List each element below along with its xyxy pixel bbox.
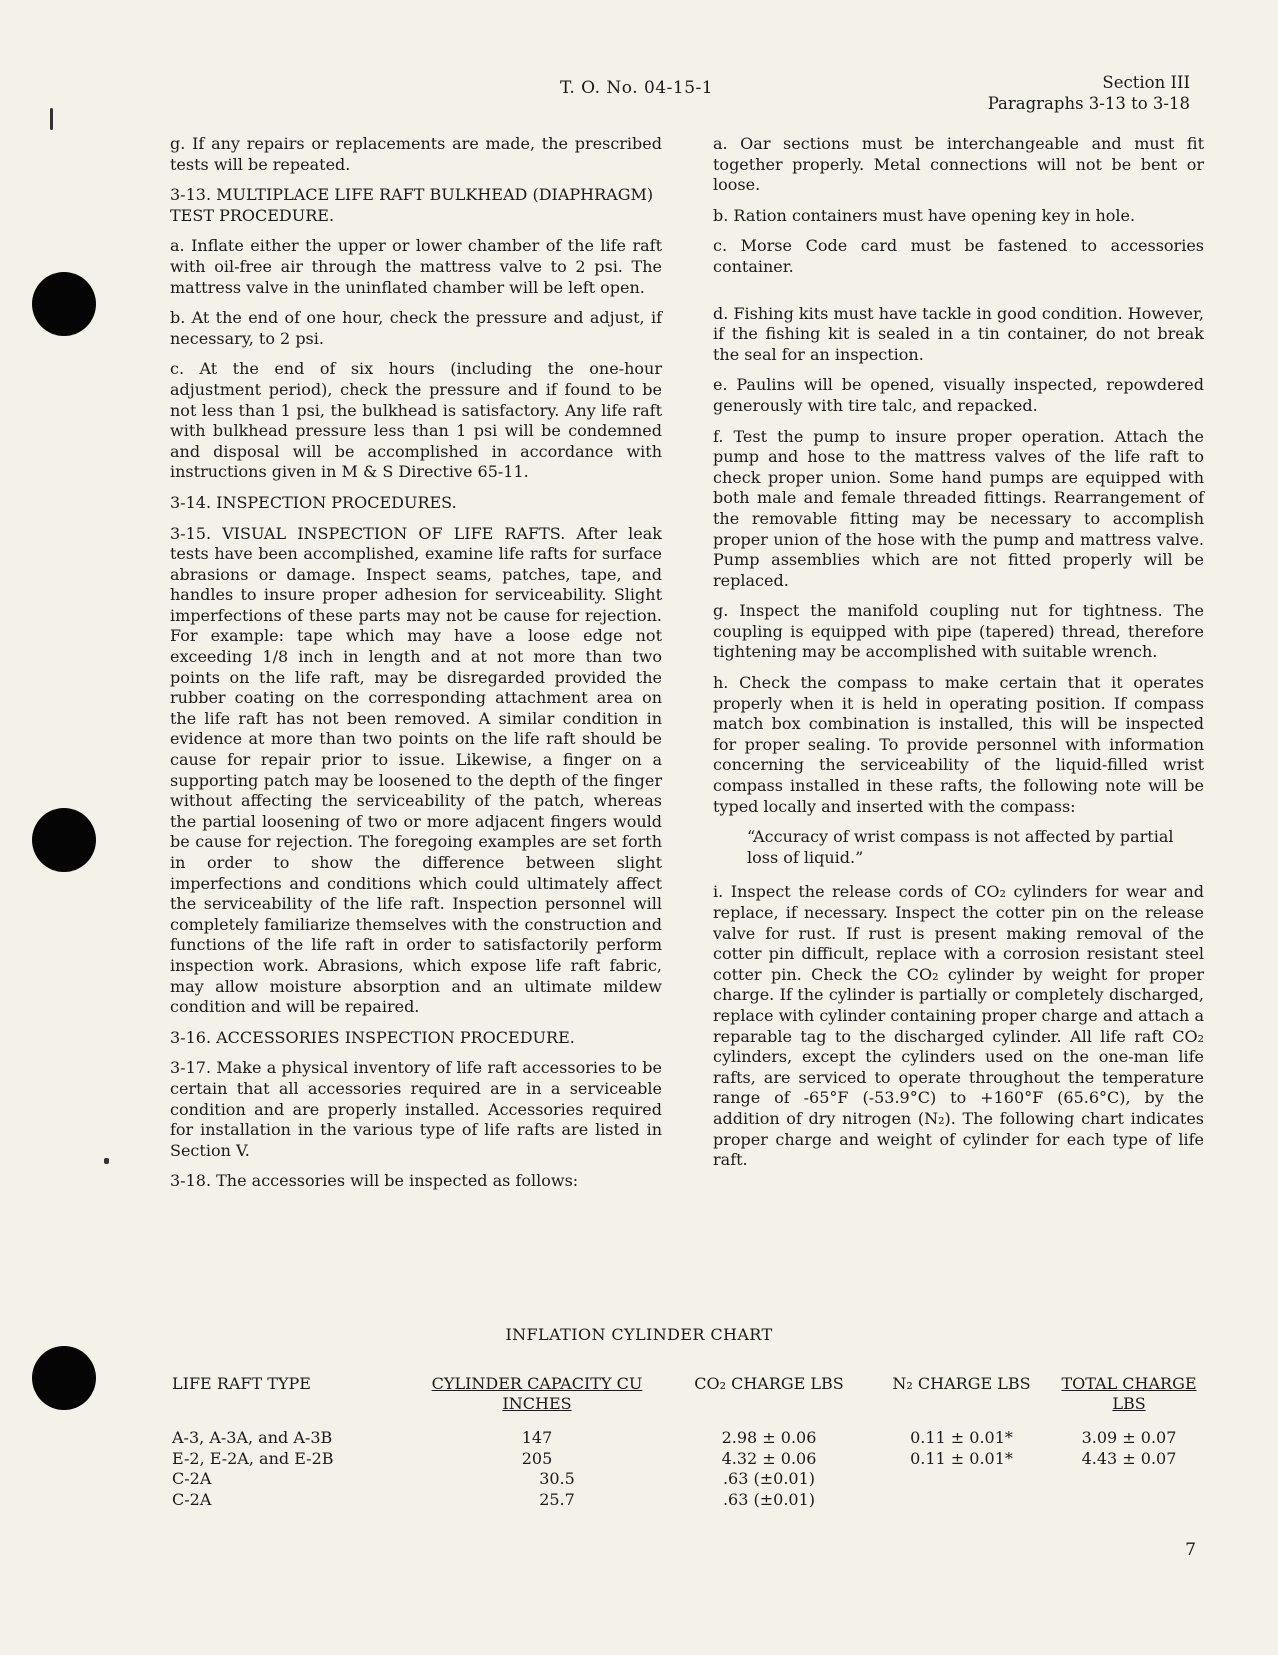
left-column xyxy=(170,134,662,1202)
document-number: T. O. No. 04-15-1 xyxy=(560,78,714,98)
table-cell: 2.98 ± 0.06 xyxy=(721,1428,817,1447)
paragraph-b: b. Ration containers must have opening key in hole. xyxy=(713,205,1136,225)
table-header-row xyxy=(172,1374,1209,1428)
section-header xyxy=(988,72,1190,114)
table-cell: E-2, E-2A, and E-2B xyxy=(172,1448,334,1468)
paragraph-3-15: 3-15. VISUAL INSPECTION OF LIFE RAFTS. After leak tests have been accomplished, examine life rafts for surface abrasions or damage. Inspect seams, patches, tape, and handles to insure proper adhesion for serviceability. Slight imperfections of these parts may not be cause for rejection. For example: tape which may have a loose edge not exceeding 1/8 inch in length and at not more than two points on the life raft, may be disregarded provided the rubber coating on the corresponding attachment area on the life raft has not been removed. A similar condition in evidence at more than two points on the life raft should be cause for repair prior to issue. Likewise, a finger on a supporting patch may be loosened to the depth of the finger without affecting the serviceability of the patch, whereas the partial loosening of two or more adjacent fingers would be cause for rejection. The foregoing examples are set forth in order to show the difference between slight imperfections and conditions which could ultimately affect the serviceability of the life raft. Inspection personnel will completely familiarize themselves with the construction and functions of the life raft in order to satisfactorily perform inspection work. Abrasions, which expose life raft fabric, may allow moisture absorption and an ultimate mildew condition and will be repaired. xyxy=(170,523,662,1017)
table-cell: .63 (±0.01) xyxy=(722,1469,816,1488)
chart-title: INFLATION CYLINDER CHART xyxy=(505,1325,773,1344)
table-cell: 30.5 xyxy=(539,1469,575,1488)
scan-speck xyxy=(104,1158,109,1164)
right-column xyxy=(713,134,1204,1181)
table-cell: .63 (±0.01) xyxy=(722,1489,816,1509)
table-cell: 4.32 ± 0.06 xyxy=(721,1448,817,1468)
table-row xyxy=(172,1449,1209,1470)
scan-speck xyxy=(50,108,53,130)
table-cell: 0.11 ± 0.01* xyxy=(910,1428,1013,1447)
column-header: LIFE RAFT TYPE xyxy=(172,1374,311,1393)
table-cell xyxy=(874,1469,1049,1490)
section-label: Section III xyxy=(1102,73,1190,92)
paragraph-f: f. Test the pump to insure proper operation. Attach the pump and hose to the mattress valves of the life raft to check proper union. Some hand pumps are equipped with both male and female threaded fittings. Rearrangement of the removable fitting may be necessary to accomplish proper union of the hose with the pump and mattress valve. Pump assemblies which are not fitted properly will be replaced. xyxy=(713,426,1204,590)
paragraph-3-18: 3-18. The accessories will be inspected as follows: xyxy=(170,1171,579,1191)
table-cell xyxy=(1049,1490,1209,1511)
paragraph-g: g. Inspect the manifold coupling nut for tightness. The coupling is equipped with pipe (tapered) thread, therefore tightening may be accomplished with suitable wrench. xyxy=(713,601,1204,662)
column-header: TOTAL CHARGE LBS xyxy=(1061,1374,1197,1413)
binder-hole xyxy=(32,808,96,872)
compass-note: “Accuracy of wrist compass is not affected by partial loss of liquid.” xyxy=(747,827,1174,867)
page-number: 7 xyxy=(1185,1540,1196,1560)
table-cell: 0.11 ± 0.01* xyxy=(910,1448,1013,1468)
table-row xyxy=(172,1490,1209,1511)
table-row xyxy=(172,1469,1209,1490)
column-header: CYLINDER CAPACITY CU INCHES xyxy=(431,1374,643,1413)
paragraph-c: c. Morse Code card must be fastened to accessories container. xyxy=(713,236,1204,276)
binder-hole xyxy=(32,272,96,336)
column-header: N₂ CHARGE LBS xyxy=(892,1374,1031,1393)
paragraph-c: c. At the end of six hours (including the one-hour adjustment period), check the pressure and if found to be not less than 1 psi, the bulkhead is satisfactory. Any life raft with bulkhead pressure less than 1 psi will be condemned and disposal will be accomplished in accordance with instructions given in M & S Directive 65-11. xyxy=(170,359,662,482)
binder-hole xyxy=(32,1346,96,1410)
table-cell xyxy=(1049,1469,1209,1490)
table-cell: C-2A xyxy=(172,1469,212,1488)
table-cell: 205 xyxy=(521,1448,553,1468)
paragraph-g: g. If any repairs or replacements are made, the prescribed tests will be repeated. xyxy=(170,134,662,174)
table-row xyxy=(172,1428,1209,1449)
paragraph-range: Paragraphs 3-13 to 3-18 xyxy=(987,94,1190,113)
paragraph-d: d. Fishing kits must have tackle in good condition. However, if the fishing kit is sealed in a tin container, do not break the seal for an inspection. xyxy=(713,303,1204,364)
heading-3-14: 3-14. INSPECTION PROCEDURES. xyxy=(170,492,457,512)
table-cell: 147 xyxy=(521,1428,553,1447)
paragraph-a: a. Oar sections must be interchangeable and must fit together properly. Metal connections will not be bent or loose. xyxy=(713,134,1204,195)
table-cell xyxy=(874,1490,1049,1511)
paragraph-e: e. Paulins will be opened, visually inspected, repowdered generously with tire talc, and repacked. xyxy=(713,375,1204,415)
paragraph-b: b. At the end of one hour, check the pressure and adjust, if necessary, to 2 psi. xyxy=(170,308,662,348)
table-cell: 3.09 ± 0.07 xyxy=(1081,1428,1177,1447)
inflation-cylinder-table xyxy=(172,1374,1209,1510)
paragraph-h: h. Check the compass to make certain that it operates properly when it is held in operating position. If compass match box combination is installed, this will be inspected for proper sealing. To provide personnel with information concerning the serviceability of the liquid-filled wrist compass installed in these rafts, the following note will be typed locally and inserted with the compass: xyxy=(713,673,1204,816)
heading-3-13: 3-13. MULTIPLACE LIFE RAFT BULKHEAD (DIAPHRAGM) TEST PROCEDURE. xyxy=(170,185,654,225)
table-cell: 25.7 xyxy=(539,1489,575,1509)
paragraph-a: a. Inflate either the upper or lower chamber of the life raft with oil-free air through the mattress valve to 2 psi. The mattress valve in the uninflated chamber will be left open. xyxy=(170,236,662,297)
table-cell: C-2A xyxy=(172,1489,212,1509)
paragraph-i: i. Inspect the release cords of CO₂ cylinders for wear and replace, if necessary. Inspect the cotter pin on the release valve for rust. If rust is present making removal of the cotter pin difficult, replace with a corrosion resistant steel cotter pin. Check the CO₂ cylinder by weight for proper charge. If the cylinder is partially or completely discharged, replace with cylinder containing proper charge and attach a reparable tag to the discharged cylinder. All life raft CO₂ cylinders, except the cylinders used on the one-man life rafts, are serviced to operate throughout the temperature range of -65°F (-53.9°C) to +160°F (65.6°C), by the addition of dry nitrogen (N₂). The following chart indicates proper charge and weight of cylinder for each type of life raft. xyxy=(713,882,1204,1170)
column-header: CO₂ CHARGE LBS xyxy=(694,1374,844,1393)
heading-3-16: 3-16. ACCESSORIES INSPECTION PROCEDURE. xyxy=(170,1027,575,1047)
paragraph-3-17: 3-17. Make a physical inventory of life raft accessories to be certain that all accessories required are in a serviceable condition and are properly installed. Accessories required for installation in the various type of life rafts are listed in Section V. xyxy=(170,1058,662,1160)
table-cell: 4.43 ± 0.07 xyxy=(1081,1448,1177,1468)
table-cell: A-3, A-3A, and A-3B xyxy=(172,1428,333,1447)
